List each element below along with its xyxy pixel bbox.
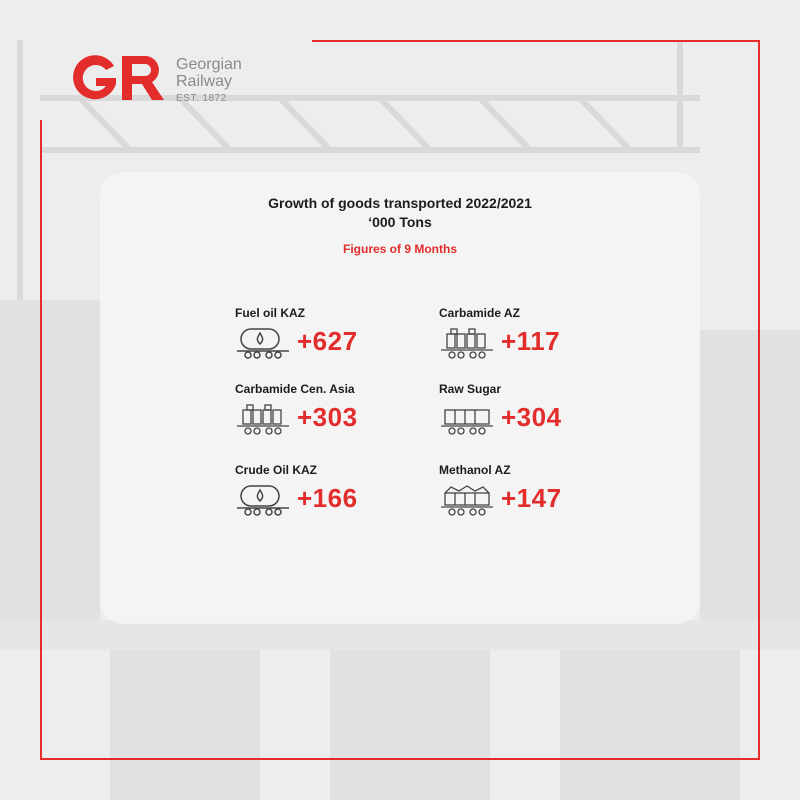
- card-title-line1: Growth of goods transported 2022/2021: [268, 195, 532, 211]
- card-subtitle: Figures of 9 Months: [343, 242, 457, 256]
- red-frame-bottom: [40, 758, 760, 760]
- brand-name-line2: Railway: [176, 73, 233, 90]
- card-title-line2: ‘000 Tons: [368, 214, 432, 230]
- cargo-value: +304: [501, 402, 562, 432]
- cargo-item: [439, 463, 679, 527]
- freight-wagon-icon: [235, 400, 291, 436]
- cargo-value: +147: [501, 483, 562, 513]
- brand-text: [176, 56, 242, 106]
- freight-wagon-icon: [439, 324, 495, 360]
- red-frame-left: [40, 120, 42, 760]
- cargo-item: [439, 382, 679, 446]
- cargo-value: +303: [297, 402, 358, 432]
- brand-established: EST. 1872: [176, 93, 227, 104]
- brand-name-line1: Georgian: [176, 56, 242, 73]
- hopper-wagon-icon: [439, 481, 495, 517]
- cargo-label: Methanol AZ: [439, 463, 511, 477]
- red-frame-top: [312, 40, 760, 42]
- cargo-label: Carbamide Cen. Asia: [235, 382, 355, 396]
- cargo-label: Carbamide AZ: [439, 306, 520, 320]
- cargo-value: +627: [297, 326, 358, 356]
- cargo-value: +117: [501, 326, 561, 356]
- cargo-label: Raw Sugar: [439, 382, 502, 396]
- stats-card: [100, 172, 700, 624]
- freight-wagon-icon: [439, 400, 495, 436]
- card-title: [100, 194, 700, 232]
- tank-wagon-icon: [235, 481, 291, 517]
- cargo-item: [439, 306, 679, 370]
- georgian-railway-logo: [68, 52, 268, 108]
- tank-wagon-icon: [235, 324, 291, 360]
- gr-logo-icon: [68, 52, 172, 104]
- red-frame-right: [758, 40, 760, 758]
- cargo-value: +166: [297, 483, 358, 513]
- cargo-label: Fuel oil KAZ: [235, 306, 305, 320]
- cargo-label: Crude Oil KAZ: [235, 463, 318, 477]
